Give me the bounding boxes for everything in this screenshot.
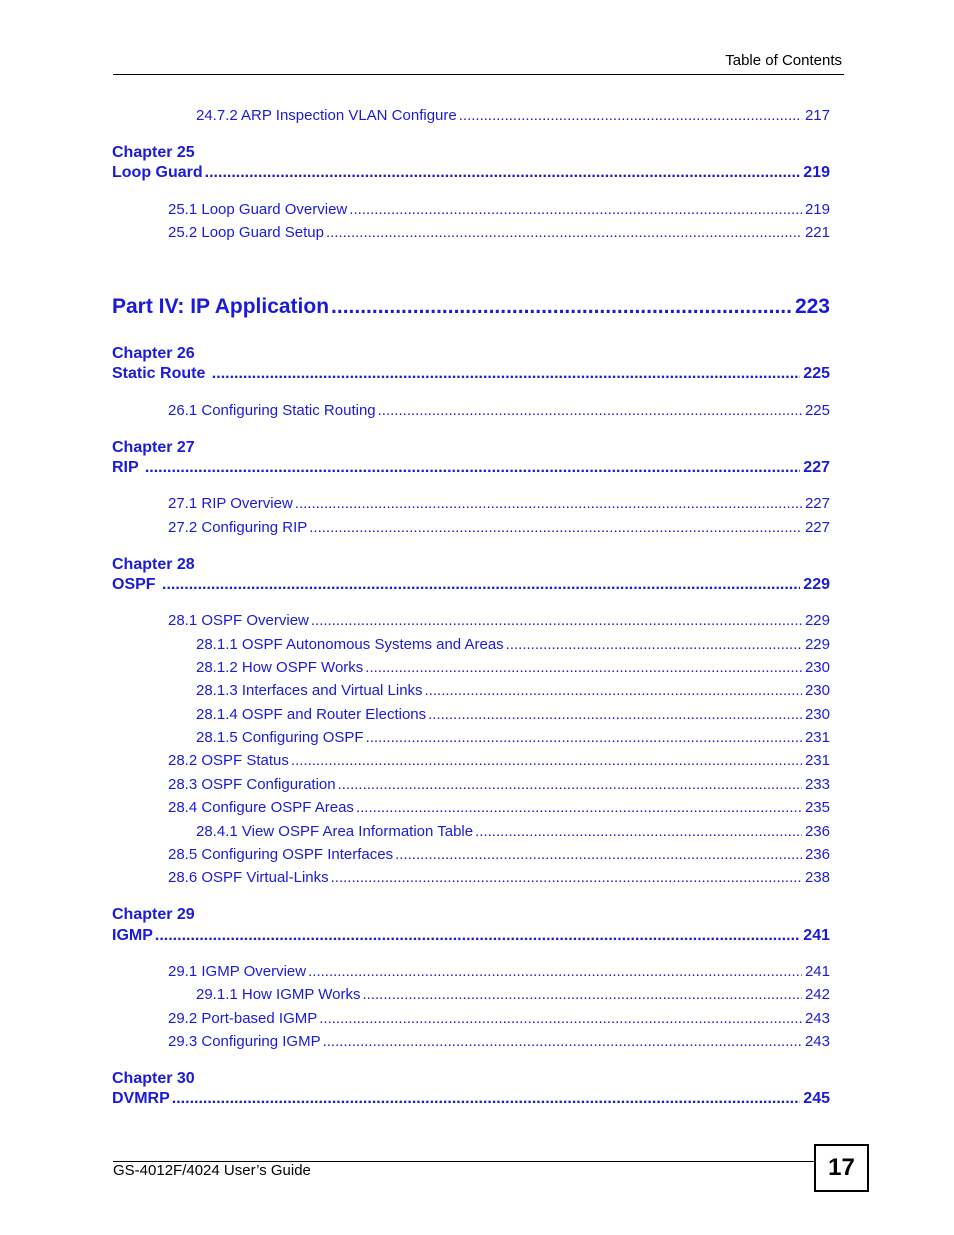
toc-section-entry[interactable]	[168, 799, 830, 816]
dot-leader	[212, 365, 801, 383]
toc-section-entry[interactable]	[168, 869, 830, 886]
entry-label: 28.1.5 Configuring OSPF	[196, 729, 364, 746]
entry-page-number: 229	[804, 612, 830, 629]
toc-section-entry[interactable]	[168, 776, 830, 793]
entry-label: 28.1 OSPF Overview	[168, 612, 309, 629]
entry-label: Loop Guard	[112, 164, 203, 181]
toc-section-entry[interactable]	[168, 201, 830, 218]
dot-leader	[349, 201, 802, 218]
dot-leader	[309, 519, 802, 536]
dot-leader	[155, 927, 800, 945]
entry-label: 29.1.1 How IGMP Works	[196, 986, 361, 1003]
entry-label: 28.5 Configuring OSPF Interfaces	[168, 846, 394, 863]
toc-section-entry[interactable]	[168, 495, 830, 512]
dot-leader	[506, 636, 802, 653]
dot-leader	[425, 682, 802, 699]
chapter-title-entry[interactable]	[112, 164, 830, 182]
chapter-title-entry[interactable]	[112, 1090, 830, 1108]
dot-leader	[356, 799, 802, 816]
chapter-number: Chapter 27	[112, 439, 195, 456]
footer-guide-title: GS-4012F/4024 User’s Guide	[113, 1162, 311, 1179]
chapter-title-entry[interactable]	[112, 927, 830, 945]
toc-section-entry[interactable]	[196, 107, 830, 124]
entry-label: Static Route	[112, 365, 210, 382]
dot-leader	[363, 986, 802, 1003]
header-rule	[113, 74, 844, 75]
toc-section-entry[interactable]	[196, 729, 830, 746]
toc-section-entry[interactable]	[168, 1033, 830, 1050]
dot-leader	[295, 495, 802, 512]
entry-label: 28.1.3 Interfaces and Virtual Links	[196, 682, 423, 699]
entry-page-number: 236	[804, 823, 830, 840]
toc-section-entry[interactable]	[168, 612, 830, 629]
dot-leader	[291, 752, 802, 769]
dot-leader	[366, 729, 802, 746]
toc-section-entry[interactable]	[168, 1010, 830, 1027]
entry-page-number: 243	[804, 1033, 830, 1050]
entry-page-number: 235	[804, 799, 830, 816]
entry-page-number: 231	[804, 752, 830, 769]
entry-page-number: 225	[804, 402, 830, 419]
entry-label: 25.1 Loop Guard Overview	[168, 201, 348, 218]
chapter-title-entry[interactable]	[112, 459, 830, 477]
entry-label: DVMRP	[112, 1090, 170, 1107]
entry-label: 29.3 Configuring IGMP	[168, 1033, 321, 1050]
entry-label: 25.2 Loop Guard Setup	[168, 224, 324, 241]
entry-page-number: 241	[803, 927, 830, 944]
entry-page-number: 241	[804, 963, 830, 980]
entry-page-number: 217	[804, 107, 830, 124]
toc-section-entry[interactable]	[196, 706, 830, 723]
chapter-number: Chapter 30	[112, 1070, 195, 1087]
entry-label: 27.2 Configuring RIP	[168, 519, 308, 536]
toc-section-entry[interactable]	[168, 963, 830, 980]
dot-leader	[395, 846, 802, 863]
entry-label: 29.1 IGMP Overview	[168, 963, 307, 980]
dot-leader	[378, 402, 802, 419]
entry-label: 28.2 OSPF Status	[168, 752, 289, 769]
dot-leader	[428, 706, 802, 723]
entry-page-number: 219	[803, 164, 830, 181]
dot-leader	[331, 869, 802, 886]
toc-section-entry[interactable]	[168, 752, 830, 769]
entry-label: OSPF	[112, 576, 161, 593]
dot-leader	[205, 164, 801, 182]
entry-page-number: 238	[804, 869, 830, 886]
toc-section-entry[interactable]	[196, 682, 830, 699]
dot-leader	[145, 459, 800, 477]
toc-section-entry[interactable]	[168, 519, 830, 536]
toc-section-entry[interactable]	[196, 636, 830, 653]
entry-label: IGMP	[112, 927, 153, 944]
entry-page-number: 242	[804, 986, 830, 1003]
chapter-number: Chapter 29	[112, 906, 195, 923]
dot-leader	[308, 963, 802, 980]
dot-leader	[326, 224, 802, 241]
entry-label: Part IV: IP Application	[112, 295, 330, 318]
entry-page-number: 227	[804, 495, 830, 512]
entry-page-number: 229	[803, 576, 830, 593]
chapter-number: Chapter 28	[112, 556, 195, 573]
dot-leader	[475, 823, 802, 840]
entry-page-number: 223	[794, 295, 830, 318]
toc-section-entry[interactable]	[168, 402, 830, 419]
dot-leader	[365, 659, 802, 676]
entry-label: RIP	[112, 459, 143, 476]
toc-section-entry[interactable]	[196, 659, 830, 676]
toc-section-entry[interactable]	[196, 823, 830, 840]
entry-page-number: 221	[804, 224, 830, 241]
entry-page-number: 245	[803, 1090, 830, 1107]
entry-page-number: 229	[804, 636, 830, 653]
entry-label: 28.1.2 How OSPF Works	[196, 659, 364, 676]
entry-label: 26.1 Configuring Static Routing	[168, 402, 376, 419]
dot-leader	[172, 1090, 801, 1108]
entry-page-number: 233	[804, 776, 830, 793]
entry-page-number: 230	[804, 682, 830, 699]
entry-label: 28.4.1 View OSPF Area Information Table	[196, 823, 474, 840]
entry-page-number: 230	[804, 659, 830, 676]
dot-leader	[459, 107, 802, 124]
chapter-number: Chapter 26	[112, 345, 195, 362]
entry-page-number: 230	[804, 706, 830, 723]
entry-label: 28.3 OSPF Configuration	[168, 776, 336, 793]
entry-page-number: 225	[803, 365, 830, 382]
entry-label: 28.1.4 OSPF and Router Elections	[196, 706, 427, 723]
chapter-title-entry[interactable]	[112, 576, 830, 594]
part-title-entry[interactable]	[112, 295, 830, 319]
entry-page-number: 236	[804, 846, 830, 863]
toc-section-entry[interactable]	[168, 224, 830, 241]
dot-leader	[323, 1033, 802, 1050]
dot-leader	[311, 612, 802, 629]
dot-leader	[319, 1010, 802, 1027]
toc-section-entry[interactable]	[168, 846, 830, 863]
entry-page-number: 231	[804, 729, 830, 746]
dot-leader	[162, 576, 800, 594]
entry-label: 27.1 RIP Overview	[168, 495, 293, 512]
entry-page-number: 219	[804, 201, 830, 218]
page-number: 17	[828, 1154, 855, 1181]
entry-label: 28.6 OSPF Virtual-Links	[168, 869, 329, 886]
entry-label: 29.2 Port-based IGMP	[168, 1010, 318, 1027]
entry-label: 28.1.1 OSPF Autonomous Systems and Areas	[196, 636, 504, 653]
chapter-number: Chapter 25	[112, 144, 195, 161]
entry-label: 24.7.2 ARP Inspection VLAN Configure	[196, 107, 457, 124]
entry-label: 28.4 Configure OSPF Areas	[168, 799, 354, 816]
entry-page-number: 227	[804, 519, 830, 536]
dot-leader	[331, 295, 792, 319]
page-header-title: Table of Contents	[725, 52, 842, 69]
entry-page-number: 227	[803, 459, 830, 476]
page-number-box	[814, 1144, 869, 1192]
chapter-title-entry[interactable]	[112, 365, 830, 383]
toc-section-entry[interactable]	[196, 986, 830, 1003]
dot-leader	[338, 776, 802, 793]
entry-page-number: 243	[804, 1010, 830, 1027]
